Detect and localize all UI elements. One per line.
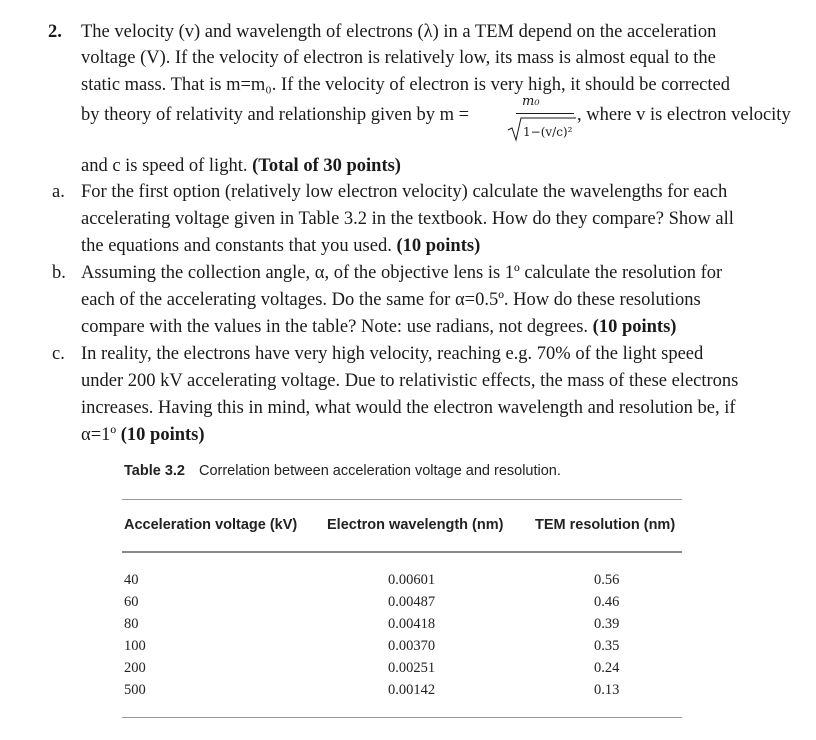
question-line-5: and c is speed of light. (Total of 30 points) (81, 156, 401, 176)
formula-denominator (506, 116, 578, 142)
table-cell-resolution: 0.35 (594, 638, 620, 654)
question-line-4: by theory of relativity and relationship given by m = (81, 105, 470, 125)
table-cell-wavelength: 0.00370 (388, 638, 436, 654)
table-top-rule (122, 499, 682, 500)
question-number: 2. (48, 22, 62, 42)
table-header-wavelength: Electron wavelength (nm) (327, 517, 504, 533)
part-b-line-3: compare with the values in the table? Note: use radians, not degrees. (10 points) (81, 317, 677, 337)
part-c-line-3: increases. Having this in mind, what would the electron wavelength and resolution be, if (81, 398, 736, 418)
question-line-2: voltage (V). If the velocity of electron is relatively low, its mass is almost equal to the (81, 48, 716, 68)
table-cell-wavelength: 0.00142 (388, 682, 436, 698)
part-b-line-2: each of the accelerating voltages. Do the same for α=0.5º. How do these resolutions (81, 290, 701, 310)
table-cell-wavelength: 0.00418 (388, 616, 436, 632)
part-b-line-1: Assuming the collection angle, α, of the objective lens is 1º calculate the resolution for (81, 263, 723, 283)
part-c-line-2: under 200 kV accelerating voltage. Due to relativistic effects, the mass of these electrons (81, 371, 739, 391)
part-a-line-3: the equations and constants that you used. (10 points) (81, 236, 481, 256)
table-cell-resolution: 0.24 (594, 660, 620, 676)
part-a-line-2: accelerating voltage given in Table 3.2 in the textbook. How do they compare? Show all (81, 209, 734, 229)
part-a-line-1: For the first option (relatively low electron velocity) calculate the wavelengths for each (81, 182, 728, 202)
table-caption-text: Correlation between acceleration voltage and resolution. (198, 463, 561, 479)
formula-denominator-text: 1−(v/c)² (523, 125, 573, 139)
table-label: Table 3.2 (124, 463, 185, 479)
table-cell-wavelength: 0.00601 (388, 572, 436, 588)
table-cell-voltage: 80 (124, 616, 139, 632)
table-cell-voltage: 500 (124, 682, 146, 698)
formula-numerator: m₀ (522, 94, 540, 109)
part-c-line-4: α=1º (10 points) (81, 425, 205, 445)
table-header-rule (122, 551, 682, 553)
part-c-line-1: In reality, the electrons have very high velocity, reaching e.g. 70% of the light speed (81, 344, 704, 364)
table-cell-resolution: 0.39 (594, 616, 620, 632)
part-c-letter: c. (52, 344, 65, 364)
question-line-1: The velocity (v) and wavelength of electrons (λ) in a TEM depend on the acceleration (81, 22, 717, 42)
table-bottom-rule (122, 717, 682, 718)
table-cell-resolution: 0.46 (594, 594, 620, 610)
table-cell-resolution: 0.13 (594, 682, 620, 698)
table-caption (124, 463, 561, 479)
table-cell-wavelength: 0.00251 (388, 660, 436, 676)
table-cell-voltage: 100 (124, 638, 146, 654)
part-b-letter: b. (52, 263, 66, 283)
table-cell-voltage: 60 (124, 594, 139, 610)
table-cell-resolution: 0.56 (594, 572, 620, 588)
part-a-letter: a. (52, 182, 65, 202)
table-header-voltage: Acceleration voltage (kV) (124, 517, 298, 533)
formula-fraction-bar (516, 113, 574, 114)
table-cell-wavelength: 0.00487 (388, 594, 436, 610)
table-header-resolution: TEM resolution (nm) (535, 517, 676, 533)
table-cell-voltage: 200 (124, 660, 146, 676)
table-cell-voltage: 40 (124, 572, 139, 588)
question-line-4-cont: , where v is electron velocity (577, 105, 791, 125)
question-line-3: static mass. That is m=m₀. If the velocity of electron is very high, it should be corrected (81, 75, 730, 95)
